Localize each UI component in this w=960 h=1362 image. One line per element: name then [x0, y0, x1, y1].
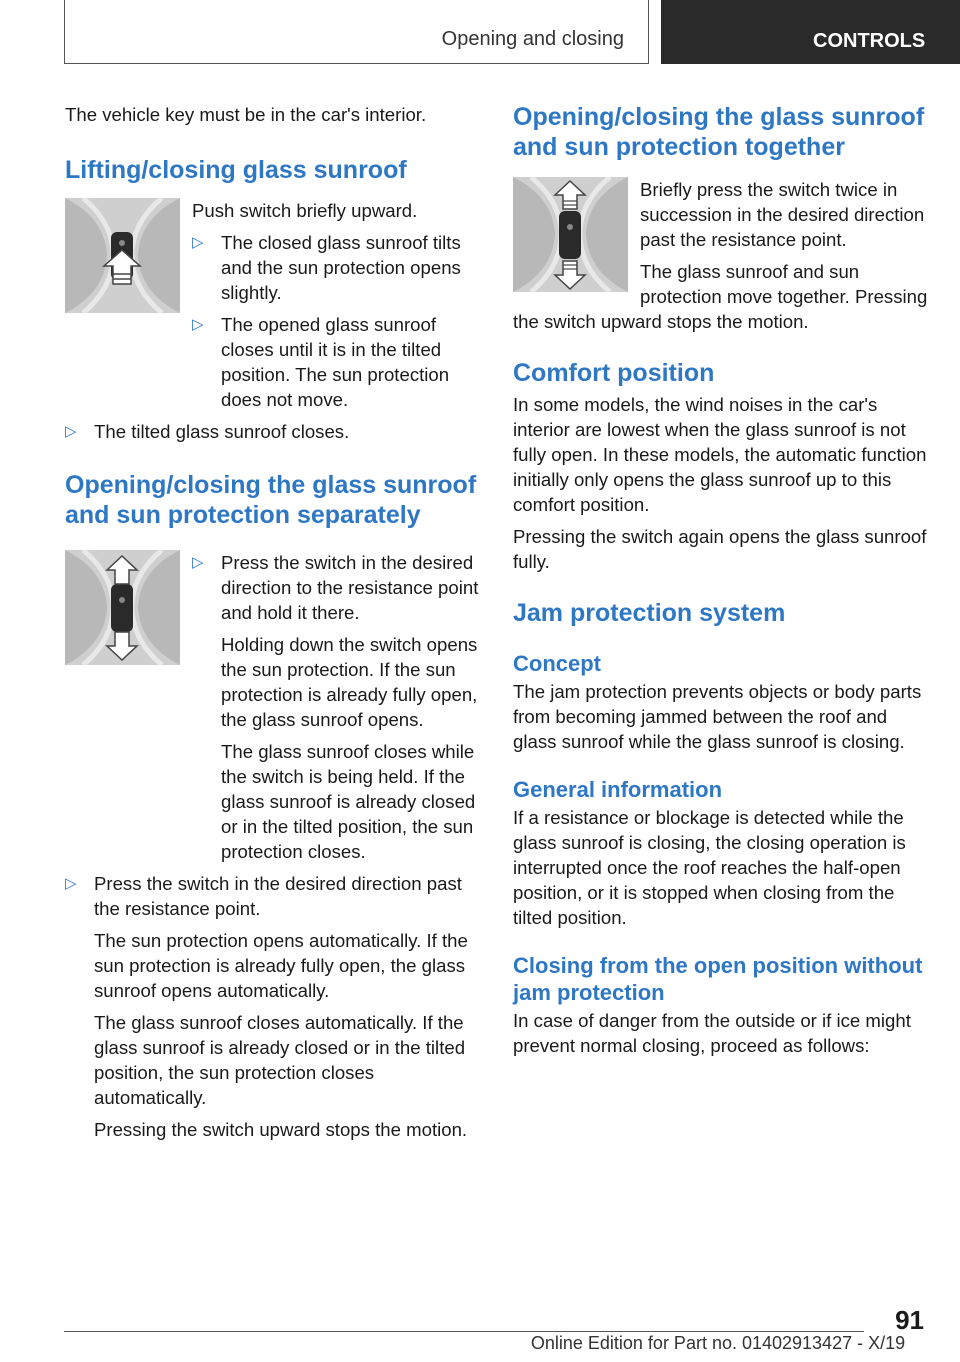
heading-jam-protection: Jam protection system — [513, 599, 786, 627]
page-number: 91 — [895, 1305, 924, 1335]
together-block — [513, 177, 929, 334]
list-item-text: The opened glass sunroof closes until it is in the tilted position. The sun protection does not move. — [221, 314, 450, 410]
left-column — [65, 102, 481, 1142]
list-item — [192, 230, 481, 305]
subheading-general-information: General information — [513, 777, 723, 802]
list-item-paragraph: The glass sunroof closes automatically. If the glass sunroof is already closed or in the tilted position, the sun protection closes automatically. — [94, 1012, 466, 1108]
together-text-1: Briefly press the switch twice in succession in the desired direction past the resistance point. — [640, 179, 925, 250]
general-information-text: If a resistance or blockage is detected while the glass sunroof is closing, the closing operation is interrupted once the roof reaches the half-open position, or it is stopped when closing from the tilted position. — [513, 807, 906, 928]
header-section-title: Opening and closing — [441, 28, 624, 50]
list-item-text: Press the switch in the desired direction past the resistance point. — [94, 873, 462, 919]
list-item-text: Press the switch in the desired direction to the resistance point and hold it there. — [221, 552, 479, 623]
lifting-block — [65, 198, 481, 444]
together-text-2: The glass sunroof and sun protection move together. Pressing the switch upward stops the motion. — [513, 261, 928, 332]
header-chapter-tab: CONTROLS — [661, 0, 960, 64]
triangle-bullet-icon: ▷ — [192, 234, 204, 251]
footer-divider — [64, 1331, 864, 1332]
push-switch-text: Push switch briefly upward. — [192, 200, 418, 221]
list-item — [192, 550, 481, 625]
list-item-paragraph: Pressing the switch upward stops the motion. — [94, 1119, 468, 1140]
list-item-text: The closed glass sunroof tilts and the sun protection opens slightly. — [221, 232, 461, 303]
list-item — [65, 419, 481, 444]
heading-lifting-closing: Lifting/closing glass sunroof — [65, 156, 407, 184]
triangle-bullet-icon: ▷ — [65, 423, 77, 440]
subheading-closing-without-jam-protection: Closing from the open position without jam protection — [513, 953, 923, 1005]
list-item-paragraph: Holding down the switch opens the sun protection. If the sun protection is already fully open, the glass sunroof opens. — [221, 634, 478, 730]
switch-up-illustration — [65, 198, 180, 313]
heading-together: Opening/closing the glass sunroof and sun protection together — [513, 103, 925, 161]
header-section-box — [64, 0, 649, 64]
list-item-paragraph: The glass sunroof closes while the switch is being held. If the glass sunroof is already closed or in the tilted position, the sun protection closes. — [221, 741, 476, 862]
switch-double-press-illustration — [513, 177, 628, 292]
heading-separately: Opening/closing the glass sunroof and sun protection separately — [65, 471, 477, 529]
triangle-bullet-icon: ▷ — [192, 554, 204, 571]
list-item-paragraph: The sun protection opens automatically. If the sun protection is already fully open, the glass sunroof opens automatically. — [94, 930, 468, 1001]
triangle-bullet-icon: ▷ — [192, 316, 204, 333]
list-item — [65, 871, 481, 921]
comfort-text-1: In some models, the wind noises in the car's interior are lowest when the glass sunroof is not fully open. In these models, the automatic function initially only opens the glass sunroof up to this comfort position. — [513, 394, 927, 515]
heading-comfort-position: Comfort position — [513, 359, 715, 387]
intro-text: The vehicle key must be in the car's interior. — [65, 104, 427, 125]
separately-block — [65, 550, 481, 1142]
triangle-bullet-icon: ▷ — [65, 875, 77, 892]
list-item — [192, 312, 481, 412]
switch-updown-illustration — [65, 550, 180, 665]
comfort-text-2: Pressing the switch again opens the glass sunroof fully. — [513, 526, 927, 572]
subheading-concept: Concept — [513, 651, 601, 676]
right-column — [513, 102, 929, 1058]
concept-text: The jam protection prevents objects or body parts from becoming jammed between the roof and glass sunroof while the glass sunroof is closing. — [513, 681, 922, 752]
list-item-text: The tilted glass sunroof closes. — [94, 421, 350, 442]
footer-edition: Online Edition for Part no. 01402913427 - X/19 — [530, 1333, 906, 1353]
closing-text: In case of danger from the outside or if ice might prevent normal closing, proceed as follows: — [513, 1010, 911, 1056]
